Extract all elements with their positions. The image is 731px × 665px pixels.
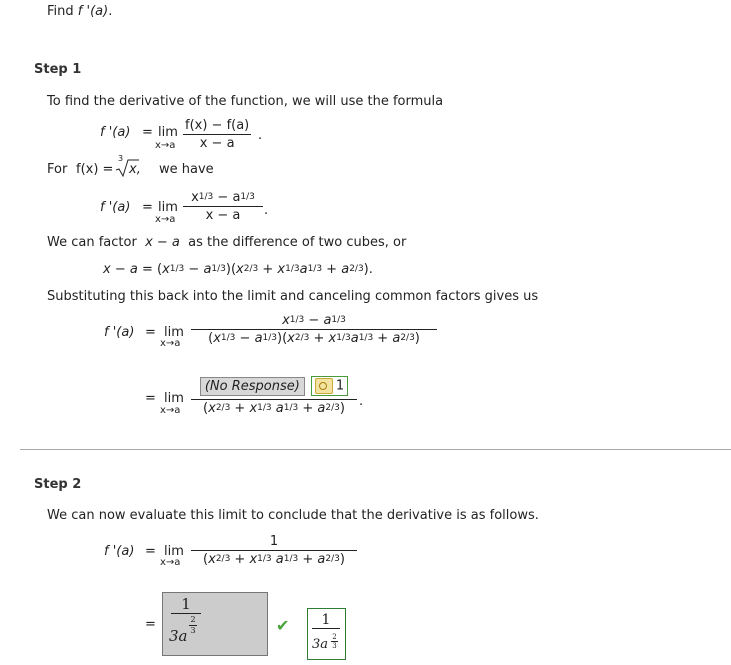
formula3-fraction <box>191 313 437 346</box>
formula4-fraction <box>191 376 357 416</box>
formula4-numerator <box>191 376 357 400</box>
formula-denominator: x − a <box>199 136 235 151</box>
formula4-lim: lim <box>164 391 184 406</box>
key-count: 1 <box>335 378 345 394</box>
factor-intro: We can factor x − a as the difference of two cubes, or <box>47 235 407 250</box>
formula2-denominator: x − a <box>205 208 241 223</box>
formula4-period: . <box>359 394 364 409</box>
correct-answer-box <box>307 608 346 660</box>
formula5-lim-sub: x→a <box>160 557 181 568</box>
key-button[interactable] <box>311 376 348 396</box>
for-text: For <box>47 162 68 177</box>
check-icon: ✔ <box>276 616 290 635</box>
formula5-fprime: f '(a) <box>104 544 135 559</box>
key-icon <box>315 378 333 394</box>
formula2-fprime: f '(a) <box>100 200 131 215</box>
formula-lim: lim <box>158 125 178 140</box>
answer-input-box[interactable] <box>162 592 268 656</box>
answer-exp-num: 2 <box>190 615 196 624</box>
correct-exp-den: 3 <box>332 642 337 650</box>
formula3-denominator: $(x^{1/3} - a^{1/3})(x^{2/3} + x^{1/3}a^{1/3} + a^{2/3})$ <box>208 331 420 346</box>
formula-fraction <box>183 118 251 151</box>
formula3-lim: lim <box>164 325 184 340</box>
step-2-intro: We can now evaluate this limit to conclude that the derivative is as follows. <box>47 508 539 523</box>
formula-period: . <box>258 128 263 143</box>
answer-denominator: 3a <box>169 627 188 645</box>
formula5-fraction <box>191 534 357 567</box>
step-1-intro: To find the derivative of the function, we will use the formula <box>47 94 444 109</box>
fx-label: f(x) = <box>76 162 114 177</box>
formula2-eq: = <box>142 200 153 215</box>
formula2-lim-sub: x→a <box>155 214 176 225</box>
answer-numerator: 1 <box>171 595 201 614</box>
formula2-numerator: $x^{1/3} - a^{1/3}$ <box>183 190 263 207</box>
formula5-lim: lim <box>164 544 184 559</box>
formula-lim-sub: x→a <box>155 140 176 151</box>
formula3-eq: = <box>145 325 156 340</box>
formula-fprime: f '(a) <box>100 125 131 140</box>
no-response-field[interactable]: (No Response) <box>200 377 305 396</box>
formula2-lim: lim <box>158 200 178 215</box>
step-2-title: Step 2 <box>34 477 82 492</box>
step-1-title: Step 1 <box>34 62 82 77</box>
formula-eq: = <box>142 125 153 140</box>
answer-exp-den: 3 <box>190 626 196 635</box>
cuberoot-index: 3 <box>118 154 124 163</box>
formula5-denominator: ($x^{2/3} + x^{1/3}$ $a^{1/3} + a^{2/3}$) <box>203 552 345 567</box>
substitution-text: Substituting this back into the limit and canceling common factors gives us <box>47 289 539 304</box>
formula3-numerator: $x^{1/3} - a^{1/3}$ <box>191 313 437 330</box>
cuberoot-x: x, <box>129 162 141 177</box>
formula4-lim-sub: x→a <box>160 405 181 416</box>
formula2-fraction <box>183 190 263 223</box>
correct-exp-num: 2 <box>332 633 337 641</box>
formula5-numerator: 1 <box>191 534 357 551</box>
correct-numerator: 1 <box>312 612 340 629</box>
formula3-fprime: f '(a) <box>104 325 135 340</box>
factor-expression: $x - a = (x^{1/3} - a^{1/3})(x^{2/3} + x^{1/3}a^{1/3} + a^{2/3})$. <box>103 262 373 277</box>
formula4-denominator: ($x^{2/3} + x^{1/3}$ $a^{1/3} + a^{2/3}$) <box>203 401 345 416</box>
formula3-lim-sub: x→a <box>160 338 181 349</box>
formula2-period: . <box>264 203 269 218</box>
answer-eq: = <box>145 617 156 632</box>
have-text: we have <box>159 162 214 177</box>
question-text: Find f '(a). <box>47 4 113 19</box>
correct-denominator: 3a <box>312 637 329 652</box>
step-separator <box>20 449 731 450</box>
formula5-eq: = <box>145 544 156 559</box>
formula-numerator: f(x) − f(a) <box>185 118 250 133</box>
formula4-eq: = <box>145 391 156 406</box>
